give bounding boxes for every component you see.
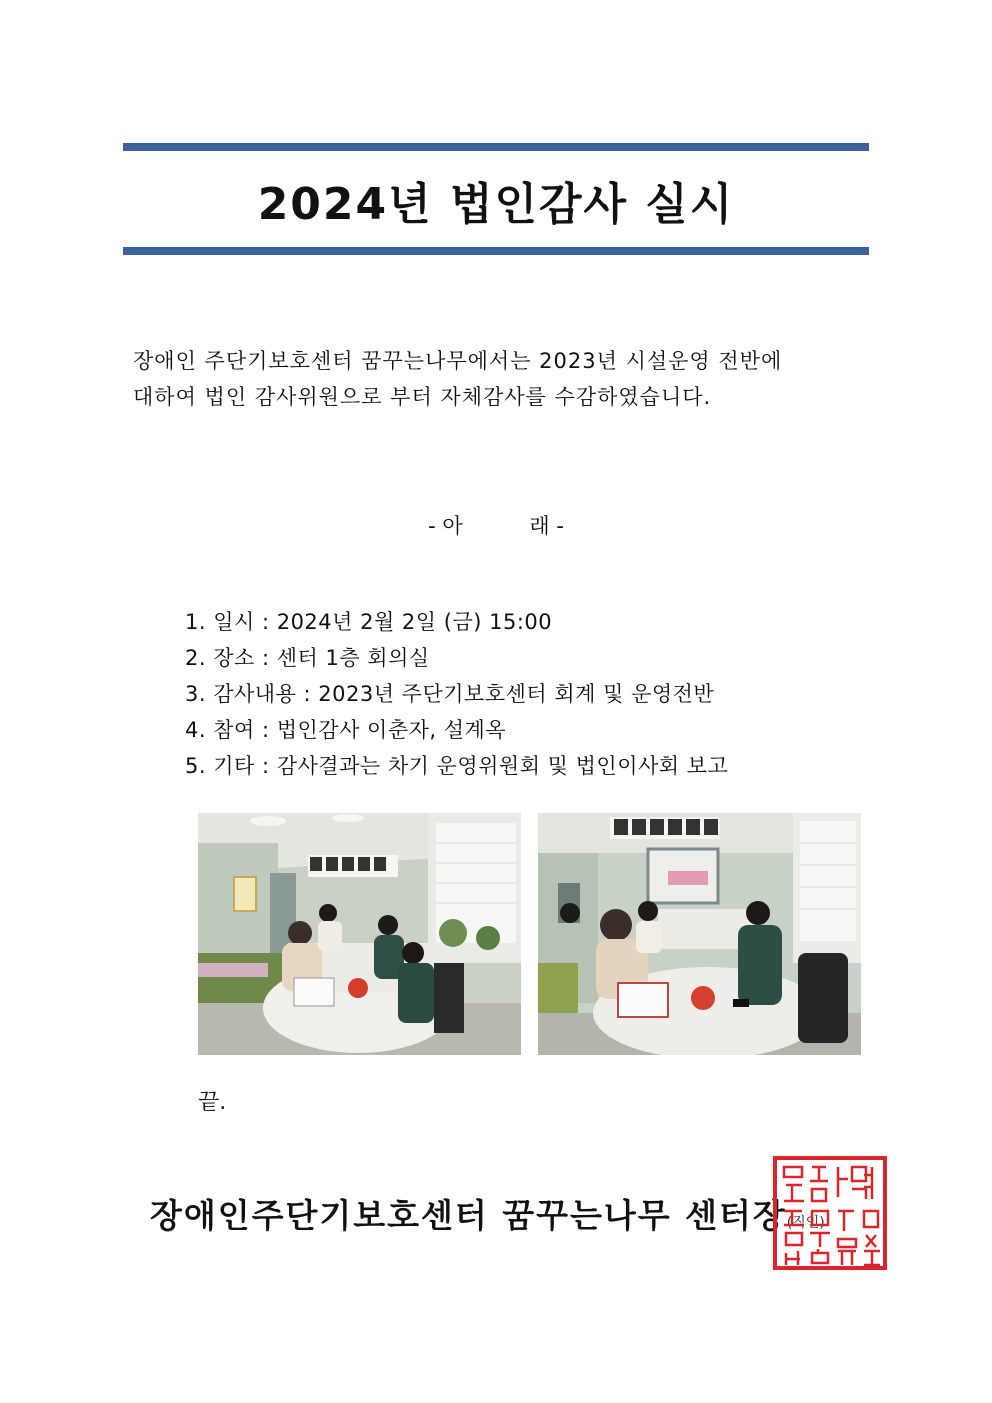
meeting-photo-1 xyxy=(198,813,521,1055)
signature-text: 장애인주단기보호센터 꿈꾸는나무 센터장 xyxy=(150,1196,787,1235)
list-item: 5. 기타 : 감사결과는 차기 운영위원회 및 법인이사회 보고 xyxy=(185,754,729,778)
seal-label: (직인) xyxy=(786,1215,825,1231)
document-title: 2024년 법인감사 실시 xyxy=(257,179,735,230)
intro-paragraph xyxy=(133,343,873,415)
below-heading: - 아 래 - xyxy=(428,514,564,538)
list-item: 4. 참여 : 법인감사 이춘자, 설계옥 xyxy=(185,718,507,742)
meeting-photo-2 xyxy=(538,813,861,1055)
list-item: 2. 장소 : 센터 1층 회의실 xyxy=(185,646,430,670)
end-mark: 끝. xyxy=(198,1090,227,1115)
intro-line: 대하여 법인 감사위원으로 부터 자체감사를 수감하였습니다. xyxy=(133,385,712,409)
list-item: 3. 감사내용 : 2023년 주단기보호센터 회계 및 운영전반 xyxy=(185,682,715,706)
title-bottom-rule xyxy=(123,247,869,255)
title-top-rule xyxy=(123,143,869,151)
official-seal-stamp xyxy=(772,1155,888,1271)
intro-line: 장애인 주단기보호센터 꿈꾸는나무에서는 2023년 시설운영 전반에 xyxy=(133,349,783,373)
list-item: 1. 일시 : 2024년 2월 2일 (금) 15:00 xyxy=(185,610,553,634)
detail-list xyxy=(185,604,728,784)
signature-line xyxy=(150,1190,825,1237)
